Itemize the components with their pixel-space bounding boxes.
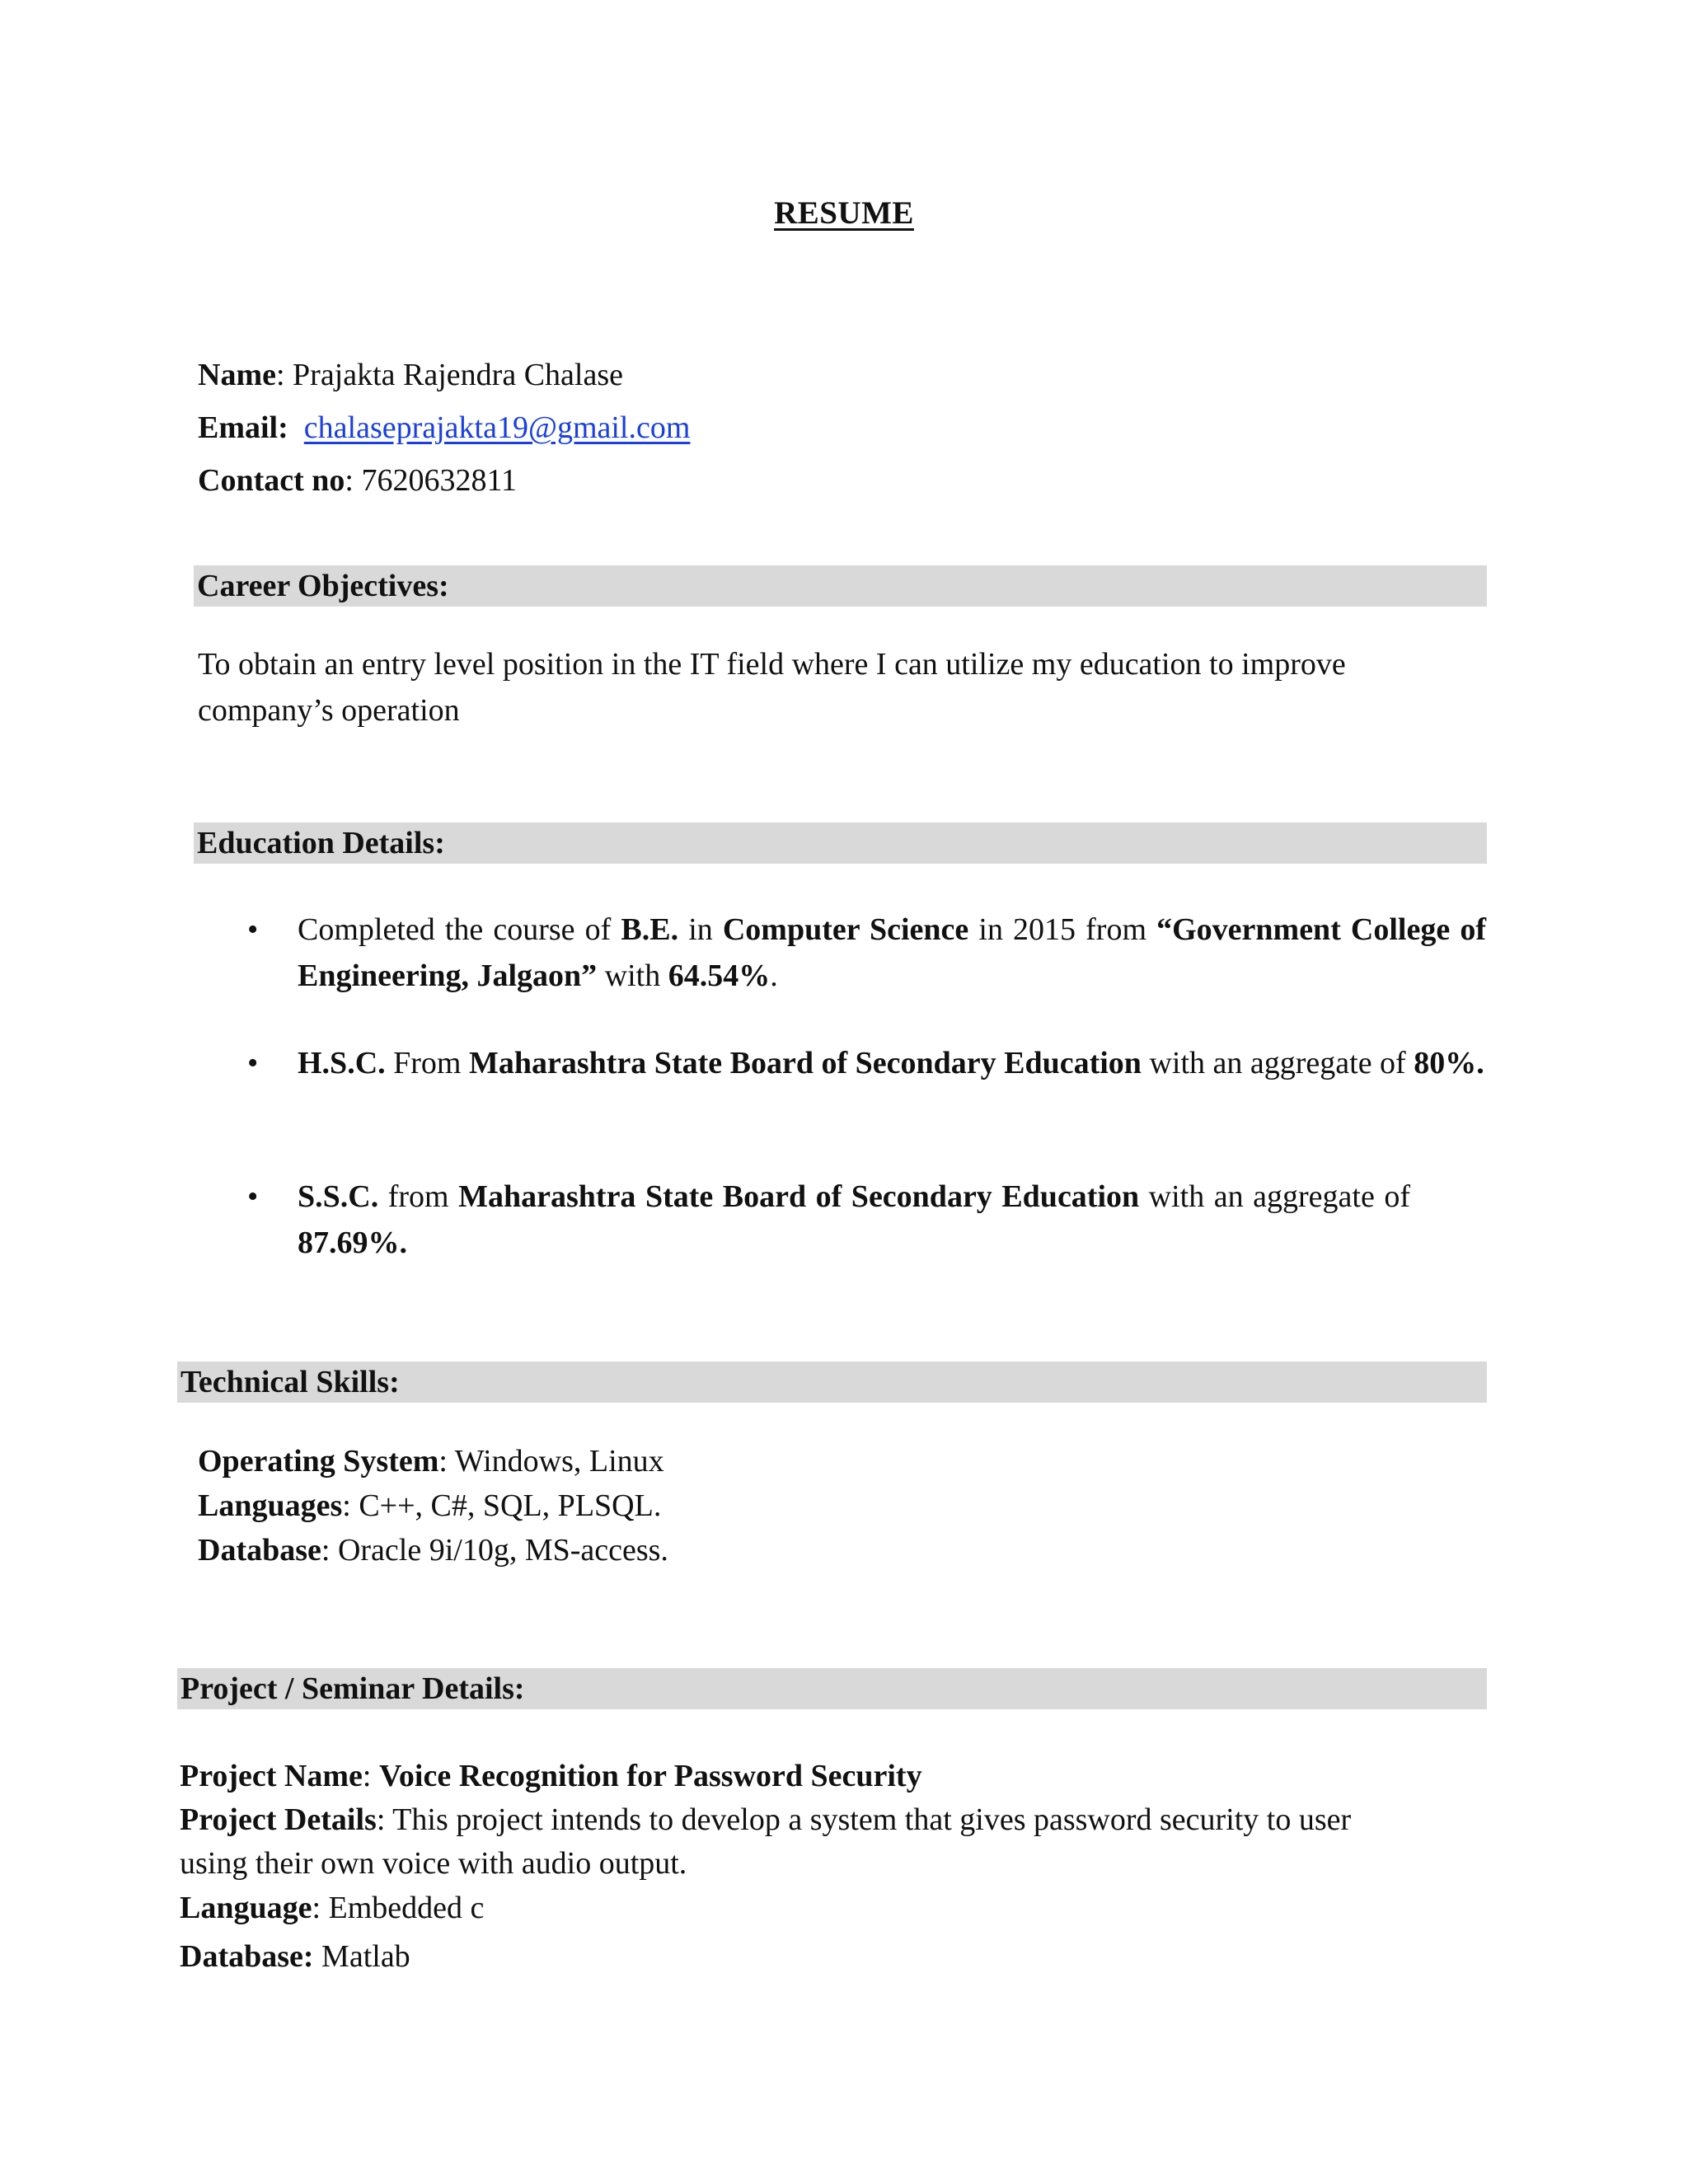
name-row: Name: Prajakta Rajendra Chalase bbox=[198, 358, 623, 392]
project-database-value: Matlab bbox=[313, 1939, 410, 1974]
page-title: RESUME bbox=[774, 195, 914, 231]
skills-db-label: Database bbox=[198, 1533, 321, 1568]
project-name-label: Project Name bbox=[180, 1759, 363, 1793]
bullet-icon: • bbox=[247, 1046, 259, 1080]
education-heading: Education Details: bbox=[194, 823, 1487, 864]
skills-lang-label: Languages bbox=[198, 1488, 343, 1523]
project-name-row: Project Name: Voice Recognition for Password Security bbox=[180, 1759, 922, 1793]
education-item-ssc: S.S.C. from Maharashtra State Board of Secondary Education with an aggregate of 87.69%. bbox=[298, 1179, 1410, 1260]
skills-lang-row bbox=[198, 1486, 661, 1526]
project-language-label: Language bbox=[180, 1891, 312, 1925]
name-label: Name bbox=[198, 358, 276, 392]
project-details-label: Project Details bbox=[180, 1802, 377, 1837]
email-link[interactable]: chalaseprajakta19@gmail.com bbox=[303, 410, 691, 445]
project-database-row bbox=[180, 1937, 410, 1976]
project-language-row bbox=[180, 1888, 484, 1928]
career-text: To obtain an entry level position in the IT field where I can utilize my education to improve company’s operation bbox=[198, 647, 1346, 728]
contact-value: 7620632811 bbox=[361, 463, 518, 498]
education-item-hsc: H.S.C. From Maharashtra State Board of Secondary Education with an aggregate of 80%. bbox=[298, 1046, 1484, 1080]
skills-db-row bbox=[198, 1530, 668, 1570]
project-language-value: : Embedded c bbox=[312, 1891, 485, 1925]
name-value: Prajakta Rajendra Chalase bbox=[293, 358, 623, 392]
project-details-line1: : This project intends to develop a system that gives password security to user bbox=[376, 1802, 1352, 1837]
project-details-line2: using their own voice with audio output. bbox=[180, 1846, 687, 1881]
skills-lang-value: : C++, C#, SQL, PLSQL. bbox=[342, 1488, 662, 1523]
email-label: Email: bbox=[198, 410, 288, 445]
project-name-value: Voice Recognition for Password Security bbox=[378, 1759, 922, 1793]
contact-label: Contact no bbox=[198, 463, 345, 498]
bullet-icon: • bbox=[247, 1179, 259, 1214]
bullet-icon: • bbox=[247, 912, 259, 947]
career-heading: Career Objectives: bbox=[194, 565, 1487, 607]
skills-os-value: : Windows, Linux bbox=[438, 1444, 664, 1479]
education-item-be: Completed the course of B.E. in Computer Science in 2015 from “Government College of Engineering, Jalgaon” with 64.54%. bbox=[298, 912, 1486, 993]
skills-os-label: Operating System bbox=[198, 1444, 439, 1479]
skills-os-row bbox=[198, 1441, 664, 1481]
contact-row: Contact no: 7620632811 bbox=[198, 463, 518, 498]
skills-db-value: : Oracle 9i/10g, MS-access. bbox=[321, 1533, 668, 1568]
email-row bbox=[198, 408, 690, 448]
project-details-row bbox=[180, 1800, 1351, 1840]
project-database-label: Database: bbox=[180, 1939, 314, 1974]
project-heading: Project / Seminar Details: bbox=[177, 1668, 1487, 1709]
skills-heading: Technical Skills: bbox=[177, 1361, 1487, 1403]
